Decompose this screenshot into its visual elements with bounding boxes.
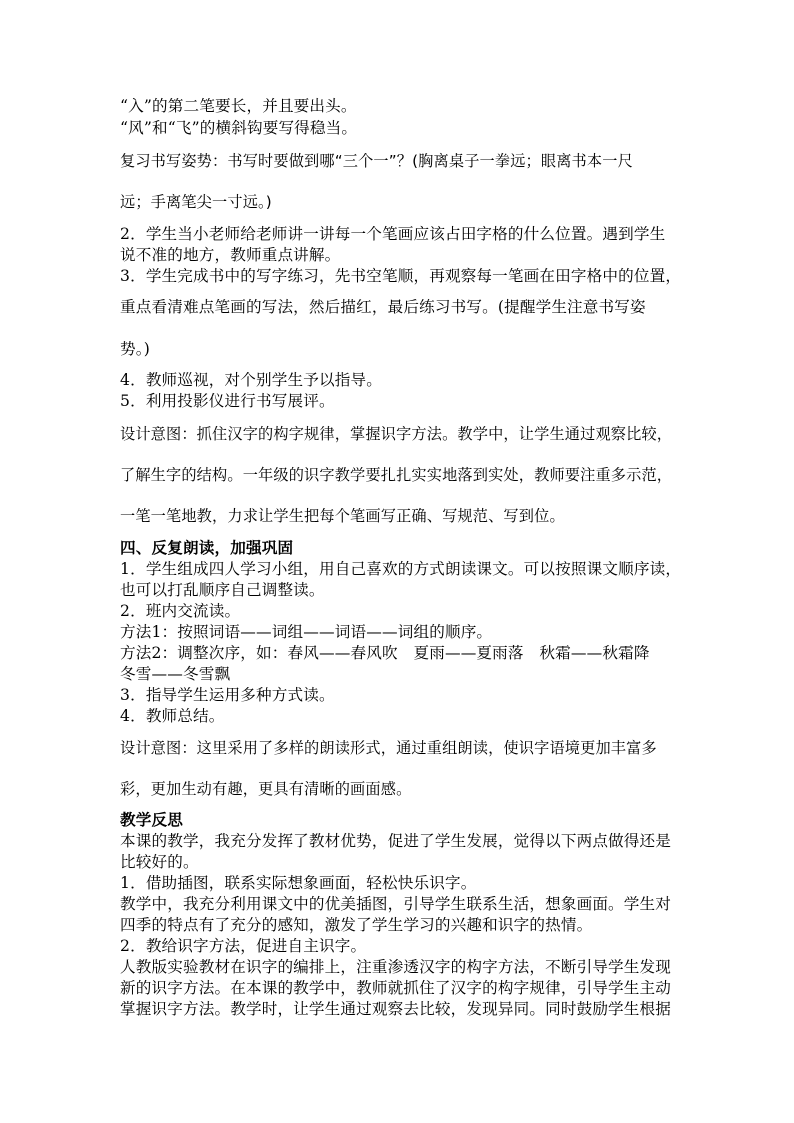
section-heading: 教学反思 — [120, 810, 183, 829]
text-line: 说不准的地方，教师重点讲解。 — [120, 246, 341, 264]
text-line: 冬雪——冬雪飘 — [120, 665, 231, 683]
text-line: 3．指导学生运用多种方式读。 — [120, 686, 335, 704]
text-line: “入”的第二笔要长，并且要出头。 — [120, 97, 357, 115]
text-line: 5．利用投影仪进行书写展评。 — [120, 392, 335, 410]
section-heading: 四、反复朗读，加强巩固 — [120, 538, 294, 557]
text-line: 复习书写姿势：书写时要做到哪“三个一”？(胸离桌子一拳远；眼离书本一尺 — [120, 152, 633, 170]
design-intent-line: 一笔一笔地教，力求让学生把每个笔画写正确、写规范、写到位。 — [120, 507, 565, 525]
text-line: 2．班内交流读。 — [120, 602, 241, 620]
text-line: 3．学生完成书中的写字练习，先书空笔顺，再观察每一笔画在田字格中的位置， — [120, 267, 682, 285]
text-line: 掌握识字方法。教学时，让学生通过观察去比较，发现异同。同时鼓励学生根据 — [120, 1000, 672, 1018]
text-line: 本课的教学，我充分发挥了教材优势，促进了学生发展，觉得以下两点做得还是 — [120, 832, 672, 850]
text-line: 1．借助插图，联系实际想象画面，轻松快乐识字。 — [120, 874, 477, 892]
design-intent-line: 设计意图：抓住汉字的构字规律，掌握识字方法。教学中，让学生通过观察比较， — [120, 425, 673, 443]
design-intent-line: 了解生字的结构。一年级的识字教学要扎扎实实地落到实处，教师要注重多示范， — [120, 466, 673, 484]
text-line: 也可以打乱顺序自己调整读。 — [120, 581, 325, 599]
text-line: 2．教给识字方法，促进自主识字。 — [120, 937, 367, 955]
text-line: 教学中，我充分利用课文中的优美插图，引导学生联系生活，想象画面。学生对 — [120, 895, 672, 913]
design-intent-line: 彩，更加生动有趣，更具有清晰的画面感。 — [120, 780, 412, 798]
text-line: 四季的特点有了充分的感知，激发了学生学习的兴趣和识字的热情。 — [120, 916, 593, 934]
text-line: 远；手离笔尖一寸远。) — [120, 193, 272, 211]
text-line: 4．教师总结。 — [120, 707, 225, 725]
text-line: “风”和“飞”的横斜钩要写得稳当。 — [120, 119, 358, 137]
text-line: 势。) — [120, 340, 150, 358]
text-line: 2．学生当小老师给老师讲一讲每一个笔画应该占田字格的什么位置。遇到学生 — [120, 225, 666, 243]
text-line: 1．学生组成四人学习小组，用自己喜欢的方式朗读课文。可以按照课文顺序读， — [120, 560, 682, 578]
text-line: 4．教师巡视，对个别学生予以指导。 — [120, 371, 382, 389]
text-line: 重点看清难点笔画的写法，然后描红，最后练习书写。(提醒学生注意书写姿 — [120, 298, 646, 316]
text-line: 方法2：调整次序，如：春风——春风吹 夏雨——夏雨落 秋霜——秋霜降 — [120, 644, 650, 662]
text-line: 比较好的。 — [120, 853, 199, 871]
design-intent-line: 设计意图：这里采用了多样的朗读形式，通过重组朗读，使识字语境更加丰富多 — [120, 739, 657, 757]
text-line: 人教版实验教材在识字的编排上，注重渗透汉字的构字方法，不断引导学生发现 — [120, 958, 672, 976]
text-line: 新的识字方法。在本课的教学中，教师就抓住了汉字的构字规律，引导学生主动 — [120, 979, 672, 997]
text-line: 方法1：按照词语——词组——词语——词组的顺序。 — [120, 623, 493, 641]
